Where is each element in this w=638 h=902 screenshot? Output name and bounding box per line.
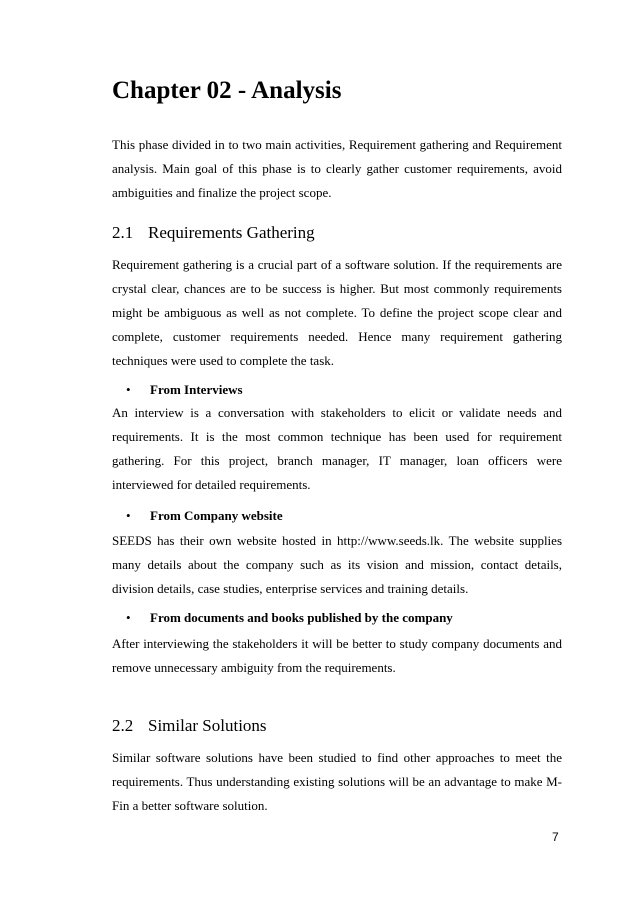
bullet-title: From Interviews [150,382,243,397]
chapter-title: Chapter 02 - Analysis [112,77,342,104]
bullet-marker: • [126,382,131,397]
section-heading-requirements-gathering [112,222,315,244]
similar-solutions-paragraph: Similar software solutions have been studied to find other approaches to meet the requirements. Thus understanding existing solutions will be an advantage to make M-Fin a better software solution. [112,750,562,813]
bullet-marker: • [126,610,131,625]
bullet-title: From documents and books published by the company [150,610,453,625]
bullet-marker: • [126,508,131,523]
intro-paragraph: This phase divided in to two main activities, Requirement gathering and Requirement analysis. Main goal of this phase is to clearly gather customer requirements, avoid ambiguities and finalize the project scope. [112,137,562,200]
interviews-paragraph: An interview is a conversation with stakeholders to elicit or validate needs and requirements. It is the most common technique has been used for requirement gathering. For this project, branch manager, IT manager, loan officers were interviewed for detailed requirements. [112,405,562,492]
section-number: 2.2 [112,716,134,735]
page-number: 7 [552,830,559,844]
bullet-interviews [126,380,243,400]
section-title: Similar Solutions [148,716,267,735]
section-number: 2.1 [112,223,134,242]
bullet-company-website [126,506,283,526]
bullet-title: From Company website [150,508,283,523]
requirements-paragraph: Requirement gathering is a crucial part of a software solution. If the requirements are crystal clear, chances are to be success is higher. But most commonly requirements might be ambiguous as well as not complete. To define the project scope clear and complete, customer requirements needed. Hence many requirement gathering techniques were used to complete the task. [112,257,562,368]
section-title: Requirements Gathering [148,223,315,242]
section-heading-similar-solutions [112,715,267,737]
documents-paragraph: After interviewing the stakeholders it will be better to study company documents and remove unnecessary ambiguity from the requirements. [112,636,562,675]
bullet-documents-books [126,608,453,628]
company-website-paragraph: SEEDS has their own website hosted in http://www.seeds.lk. The website supplies many details about the company such as its vision and mission, contact details, division details, case studies, enterprise services and training details. [112,533,562,596]
